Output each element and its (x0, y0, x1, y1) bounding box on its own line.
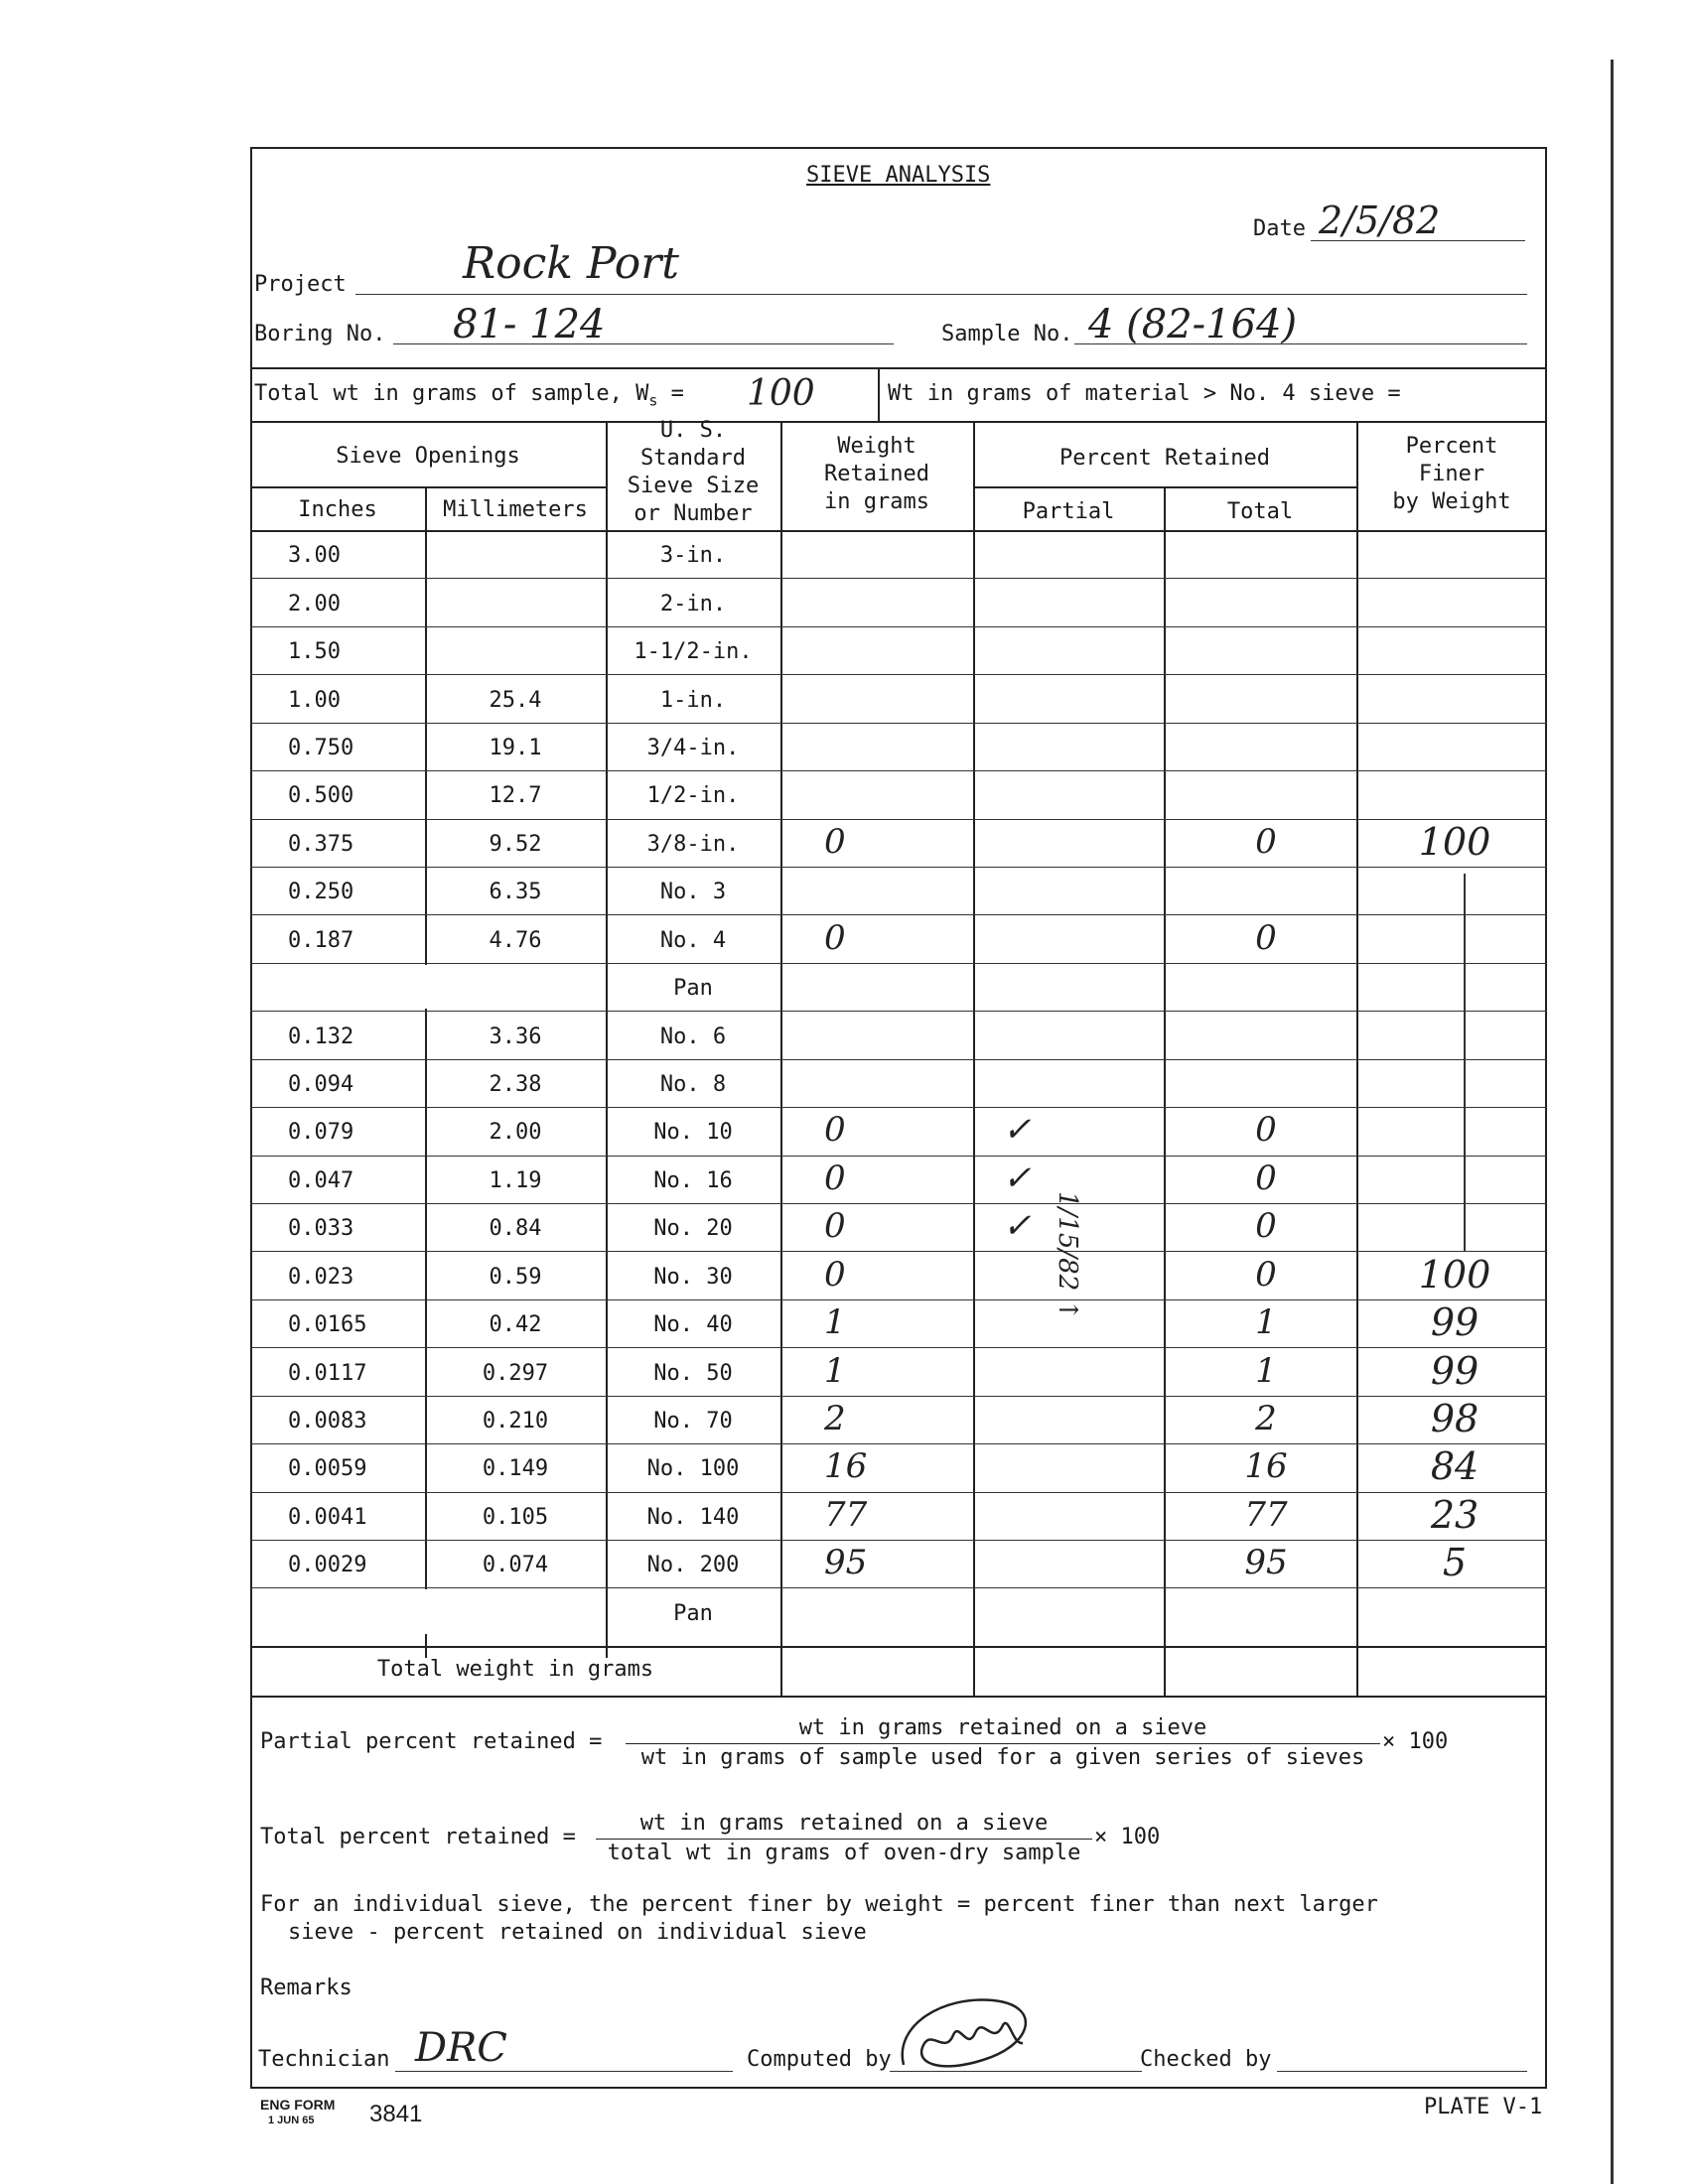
cell-size: No. 10 (653, 1120, 733, 1146)
cell-inches: 0.0041 (288, 1504, 367, 1530)
cell-size: No. 6 (659, 1024, 727, 1049)
row-divider (250, 1587, 1547, 1588)
cell-mm: 12.7 (489, 783, 542, 809)
header-millimeters: Millimeters (443, 497, 588, 522)
cell-inches: 0.0059 (288, 1456, 367, 1482)
header-finer-l1: Percent (1405, 434, 1498, 459)
cell-size: 3/8-in. (646, 831, 740, 857)
technician-label: Technician (258, 2047, 390, 2072)
cell-total: 95 (1244, 1543, 1288, 1583)
cell-inches: 0.500 (288, 783, 354, 809)
header-us-l3: Sieve Size (627, 474, 760, 498)
cell-wt: 16 (824, 1446, 868, 1487)
date-underline (1311, 240, 1525, 241)
form-title: SIEVE ANALYSIS (806, 163, 991, 188)
material-label: Wt in grams of material > No. 4 sieve = (888, 381, 1401, 406)
cell-size: No. 50 (653, 1360, 733, 1386)
computed-label: Computed by (747, 2047, 892, 2072)
total-formula-label: Total percent retained = (260, 1825, 576, 1849)
total-wt-label (254, 381, 684, 409)
header-weight-l2: Retained (824, 462, 929, 486)
row-divider (250, 963, 1547, 964)
row-divider (250, 867, 1547, 868)
cell-finer: 99 (1430, 1300, 1480, 1345)
cell-partial: ✓ (1003, 1158, 1032, 1198)
cell-total: 2 (1255, 1398, 1277, 1438)
cell-size: No. 70 (653, 1408, 733, 1433)
header-weight-l3: in grams (824, 489, 929, 514)
cell-partial: ✓ (1003, 1206, 1032, 1247)
cell-inches: 0.047 (288, 1167, 354, 1193)
partial-formula-label: Partial percent retained = (260, 1729, 603, 1754)
partial-formula-times: × 100 (1382, 1729, 1449, 1754)
row-divider (250, 770, 1547, 771)
cell-partial: ✓ (1003, 1110, 1032, 1151)
total-wt-value: 100 (747, 373, 815, 414)
cell-wt: 2 (824, 1398, 846, 1438)
row-divider (250, 1156, 1547, 1157)
header-finer-l2: Finer (1418, 462, 1485, 486)
header-us-standard (606, 417, 780, 528)
header-weight-l1: Weight (837, 434, 916, 459)
project-underline (355, 294, 1527, 295)
row-divider (250, 1540, 1547, 1541)
row-divider (250, 674, 1547, 675)
cell-total: 1 (1255, 1302, 1277, 1343)
cell-size: 3/4-in. (646, 735, 740, 760)
boring-value: 81- 124 (453, 302, 606, 347)
cell-finer: 5 (1442, 1541, 1468, 1585)
col-line-5 (1164, 486, 1166, 1696)
project-value: Rock Port (463, 238, 679, 289)
cell-size: 1-in. (659, 687, 727, 713)
header-sieve-openings: Sieve Openings (336, 444, 520, 469)
cell-wt: 1 (824, 1302, 846, 1343)
finer-continuation-line (1464, 874, 1466, 1251)
cell-mm: 9.52 (489, 831, 542, 857)
total-formula-denominator: total wt in grams of oven-dry sample (607, 1841, 1081, 1865)
cell-size: No. 200 (646, 1553, 740, 1578)
individual-sieve-note-l2: sieve - percent retained on individual sieve (288, 1920, 867, 1945)
table-bottom-line (250, 1696, 1547, 1698)
cell-mm: 0.42 (489, 1312, 542, 1338)
cell-size: No. 100 (646, 1456, 740, 1482)
cell-inches: 0.132 (288, 1024, 354, 1049)
sample-label: Sample No. (941, 322, 1073, 346)
header-us-l2: Standard (640, 446, 746, 471)
cell-mm: 0.59 (489, 1264, 542, 1290)
cell-size: No. 4 (659, 927, 727, 953)
rule-1 (250, 367, 1547, 369)
cell-wt: 77 (824, 1494, 868, 1535)
cell-wt: 1 (824, 1350, 846, 1391)
cell-wt: 95 (824, 1543, 868, 1583)
cell-total: 77 (1244, 1494, 1288, 1535)
technician-value: DRC (415, 2025, 507, 2071)
partial-formula-denominator: wt in grams of sample used for a given series of sieves (640, 1745, 1365, 1770)
cell-size: 2-in. (659, 591, 727, 616)
row-divider (250, 626, 1547, 627)
cell-size: Pan (673, 1600, 713, 1626)
row-divider (250, 1347, 1547, 1348)
cell-inches: 3.00 (288, 543, 341, 569)
checked-underline (1277, 2071, 1527, 2072)
row-divider (250, 1203, 1547, 1204)
individual-sieve-note-l1: For an individual sieve, the percent finer by weight = percent finer than next larger (260, 1892, 1378, 1917)
cell-size: No. 40 (653, 1312, 733, 1338)
cell-finer: 100 (1418, 1252, 1491, 1297)
technician-underline (395, 2071, 733, 2072)
cell-total: 0 (1255, 821, 1277, 862)
date-value: 2/5/82 (1319, 199, 1441, 242)
cell-total: 16 (1244, 1446, 1288, 1487)
cell-mm: 1.19 (489, 1167, 542, 1193)
cell-wt: 0 (824, 1254, 846, 1295)
cell-inches: 1.50 (288, 639, 341, 665)
row-divider (250, 1299, 1547, 1300)
header-percent-retained: Percent Retained (1059, 446, 1270, 471)
total-wt-eq: = (670, 381, 684, 406)
cell-mm: 0.210 (482, 1408, 549, 1433)
cell-finer: 100 (1418, 819, 1491, 864)
boring-underline (393, 343, 894, 344)
cell-total: 0 (1255, 917, 1277, 958)
total-wt-subscript: s (648, 391, 658, 410)
cell-total: 0 (1255, 1254, 1277, 1295)
cell-wt: 0 (824, 1158, 846, 1198)
cell-finer: 84 (1430, 1444, 1480, 1489)
cell-mm: 0.074 (482, 1553, 549, 1578)
row-divider (250, 1443, 1547, 1444)
cell-inches: 0.0165 (288, 1312, 367, 1338)
checked-label: Checked by (1140, 2047, 1272, 2072)
rule-2 (250, 421, 1547, 423)
cell-size: No. 3 (659, 880, 727, 905)
cell-inches: 2.00 (288, 591, 341, 616)
cell-inches: 0.0083 (288, 1408, 367, 1433)
form-number: 3841 (369, 2101, 423, 2127)
cell-mm: 3.36 (489, 1024, 542, 1049)
row-divider (250, 1251, 1547, 1252)
cell-mm: 0.105 (482, 1504, 549, 1530)
cell-inches: 0.0029 (288, 1553, 367, 1578)
cell-mm: 2.38 (489, 1071, 542, 1097)
pan-row-span (419, 1589, 431, 1633)
header-us-l4: or Number (634, 501, 753, 526)
sample-underline (1074, 343, 1527, 344)
cell-mm: 6.35 (489, 880, 542, 905)
header-finer-l3: by Weight (1392, 489, 1511, 514)
cell-size: No. 140 (646, 1504, 740, 1530)
row-divider (250, 819, 1547, 820)
row-divider (250, 1492, 1547, 1493)
cell-size: No. 20 (653, 1216, 733, 1242)
cell-mm: 4.76 (489, 927, 542, 953)
cell-inches: 0.0117 (288, 1360, 367, 1386)
cell-total: 1 (1255, 1350, 1277, 1391)
cell-size: 1/2-in. (646, 783, 740, 809)
row-divider (250, 1107, 1547, 1108)
cell-mm: 0.297 (482, 1360, 549, 1386)
cell-total: 0 (1255, 1110, 1277, 1151)
total-weight-row-top (250, 1646, 1547, 1648)
cell-size: No. 30 (653, 1264, 733, 1290)
cell-inches: 0.375 (288, 831, 354, 857)
cell-mm: 0.84 (489, 1216, 542, 1242)
total-weight-label: Total weight in grams (376, 1657, 654, 1682)
cell-size: Pan (673, 976, 713, 1002)
remarks-label: Remarks (260, 1976, 352, 2000)
subheader-line-b (973, 486, 1356, 488)
cell-inches: 0.023 (288, 1264, 354, 1290)
cell-inches: 0.187 (288, 927, 354, 953)
total-formula-times: × 100 (1094, 1825, 1161, 1849)
row-divider (250, 723, 1547, 724)
row-divider (250, 1059, 1547, 1060)
cell-wt: 0 (824, 1206, 846, 1247)
cell-mm: 25.4 (489, 687, 542, 713)
date-label: Date (1253, 216, 1306, 241)
page-edge-line (1611, 60, 1614, 2184)
header-bottom-line (250, 530, 1547, 532)
header-inches: Inches (298, 497, 377, 522)
cell-size: 3-in. (659, 543, 727, 569)
header-weight-retained (780, 433, 973, 516)
cell-size: No. 8 (659, 1071, 727, 1097)
cell-total: 0 (1255, 1206, 1277, 1247)
pan-row-span (419, 965, 431, 1009)
header-us-l1: U. S. (659, 418, 727, 443)
total-wt-divider (878, 369, 880, 421)
cell-inches: 0.079 (288, 1120, 354, 1146)
partial-formula-bar (626, 1743, 1380, 1744)
row-divider (250, 1011, 1547, 1012)
cell-mm: 19.1 (489, 735, 542, 760)
cell-inches: 1.00 (288, 687, 341, 713)
sample-value: 4 (82-164) (1088, 302, 1298, 347)
cell-size: 1-1/2-in. (634, 639, 753, 665)
subheader-line-a (250, 486, 606, 488)
cell-mm: 2.00 (489, 1120, 542, 1146)
cell-inches: 0.033 (288, 1216, 354, 1242)
cell-finer: 99 (1430, 1348, 1480, 1393)
eng-form-date: 1 JUN 65 (268, 2115, 315, 2126)
margin-note: 1/15/82 ↑ (1053, 1191, 1082, 1321)
computed-signature (884, 1985, 1062, 2085)
cell-inches: 0.750 (288, 735, 354, 760)
cell-inches: 0.094 (288, 1071, 354, 1097)
cell-wt: 0 (824, 917, 846, 958)
total-formula-numerator: wt in grams retained on a sieve (639, 1811, 1049, 1836)
project-label: Project (254, 272, 347, 297)
header-total: Total (1226, 499, 1294, 524)
cell-wt: 0 (824, 1110, 846, 1151)
row-divider (250, 578, 1547, 579)
header-partial: Partial (1022, 499, 1115, 524)
boring-label: Boring No. (254, 322, 386, 346)
eng-form-label: ENG FORM (260, 2097, 336, 2113)
partial-formula-numerator: wt in grams retained on a sieve (798, 1715, 1207, 1740)
cell-total: 0 (1255, 1158, 1277, 1198)
cell-finer: 98 (1430, 1396, 1480, 1440)
header-percent-finer (1356, 433, 1547, 516)
cell-inches: 0.250 (288, 880, 354, 905)
total-wt-text: Total wt in grams of sample, W (254, 381, 649, 406)
total-formula-bar (596, 1839, 1092, 1840)
cell-finer: 23 (1430, 1492, 1480, 1537)
row-divider (250, 1396, 1547, 1397)
cell-wt: 0 (824, 821, 846, 862)
row-divider (250, 914, 1547, 915)
cell-size: No. 16 (653, 1167, 733, 1193)
cell-mm: 0.149 (482, 1456, 549, 1482)
plate-label: PLATE V-1 (1424, 2095, 1543, 2119)
